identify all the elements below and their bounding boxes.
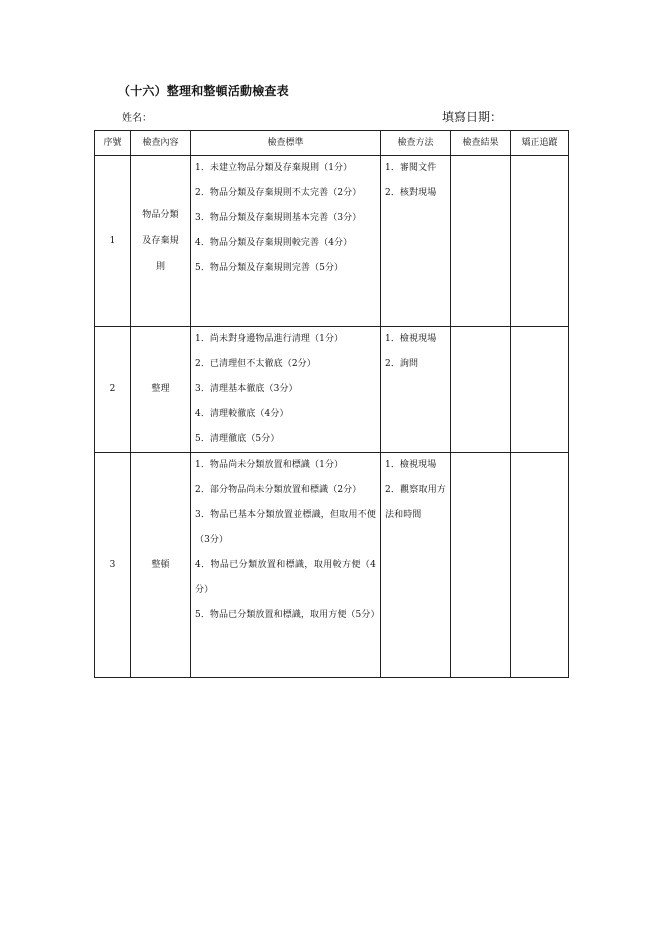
standard-item: 1．尚未對身邊物品進行清理（1分） [195, 334, 344, 344]
header-check-method: 檢查方法 [381, 131, 451, 156]
name-field-label: 姓名： [122, 113, 152, 124]
serial-no-cell: 2 [95, 327, 131, 453]
standard-item: 2．已清理但不太徹底（2分） [195, 359, 316, 369]
serial-no-cell: 1 [95, 156, 131, 327]
header-check-content: 檢查內容 [131, 131, 191, 156]
standard-item: 5．物品分類及存棄規則完善（5分） [195, 263, 344, 273]
check-content-cell [131, 156, 191, 327]
method-item: 2．核對現場 [385, 188, 437, 198]
method-item: 1．審閱文件 [385, 163, 437, 173]
serial-no-cell: 3 [95, 453, 131, 678]
check-method-cell [381, 156, 451, 327]
check-standard-cell [191, 453, 381, 678]
standard-item: 2．部分物品尚未分類放置和標識（2分） [195, 485, 362, 495]
standard-item: 5．物品已分類放置和標識，取用方便（5分） [195, 610, 380, 620]
correction-tracking-cell [511, 453, 569, 678]
standard-item: 4．物品已分類放置和標識，取用較方便（4分） [195, 560, 376, 595]
check-standard-cell [191, 156, 381, 327]
content-line: 及存棄規 [142, 236, 179, 246]
table-row [95, 453, 569, 678]
check-result-cell [451, 453, 511, 678]
fill-date-label: 填寫日期： [442, 110, 503, 124]
standard-item: 1．未建立物品分類及存棄規則（1分） [195, 163, 353, 173]
inspection-table [94, 130, 569, 678]
check-content-cell: 整理 [131, 327, 191, 453]
content-line: 則 [155, 262, 166, 272]
correction-tracking-cell [511, 327, 569, 453]
correction-tracking-cell [511, 156, 569, 327]
content-line: 物品分類 [142, 210, 179, 220]
standard-item: 3．清理基本徹底（3分） [195, 384, 298, 394]
table-row [95, 156, 569, 327]
header-serial-no: 序號 [95, 131, 131, 156]
table-row [95, 327, 569, 453]
header-check-result: 檢查結果 [451, 131, 511, 156]
header-check-standard: 檢查標準 [191, 131, 381, 156]
table-header-row [95, 131, 569, 156]
method-item: 1．檢視現場 [385, 460, 437, 470]
standard-item: 3．物品已基本分類放置並標識，但取用不便（3分） [195, 510, 376, 545]
standard-item: 2．物品分類及存棄規則不太完善（2分） [195, 188, 362, 198]
standard-item: 4．物品分類及存棄規則較完善（4分） [195, 238, 353, 248]
check-standard-cell [191, 327, 381, 453]
standard-item: 5．清理徹底（5分） [195, 434, 280, 444]
check-method-cell [381, 453, 451, 678]
method-item: 2．觀察取用方法和時間 [385, 485, 446, 520]
page-title: （十六）整理和整頓活動檢查表 [118, 84, 289, 98]
check-method-cell [381, 327, 451, 453]
method-item: 1．檢視現場 [385, 334, 437, 344]
method-item: 2．詢問 [385, 359, 419, 369]
standard-item: 4．清理較徹底（4分） [195, 409, 289, 419]
standard-item: 3．物品分類及存棄規則基本完善（3分） [195, 213, 362, 223]
check-result-cell [451, 327, 511, 453]
standard-item: 1．物品尚未分類放置和標識（1分） [195, 460, 344, 470]
header-correction-tracking: 矯正追蹤 [511, 131, 569, 156]
check-result-cell [451, 156, 511, 327]
check-content-cell: 整頓 [131, 453, 191, 678]
